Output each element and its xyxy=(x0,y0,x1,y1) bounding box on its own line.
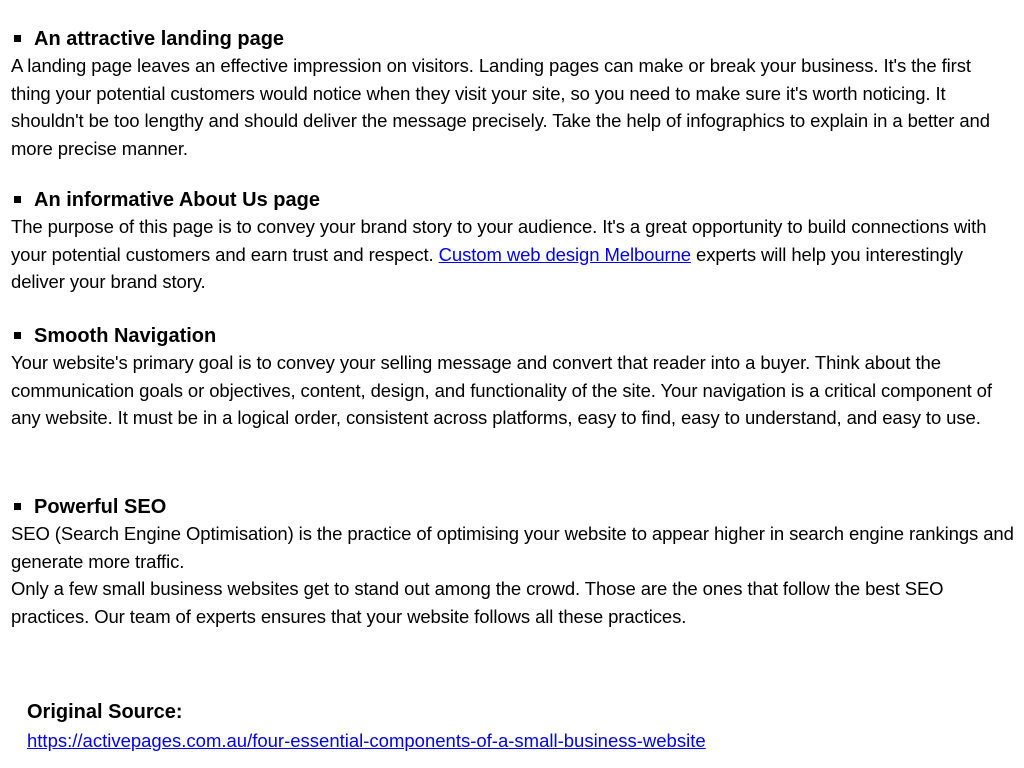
section-heading xyxy=(11,187,1015,213)
section-heading xyxy=(11,323,1015,349)
section-heading xyxy=(11,26,1015,52)
original-source xyxy=(27,698,1007,756)
square-bullet-icon xyxy=(14,503,21,510)
square-bullet-icon xyxy=(14,332,21,339)
heading-text: Powerful SEO xyxy=(34,496,167,518)
section-heading xyxy=(11,494,1015,520)
heading-text: Smooth Navigation xyxy=(34,325,217,347)
heading-text: An attractive landing page xyxy=(34,28,285,50)
custom-web-design-link[interactable]: Custom web design Melbourne xyxy=(438,243,691,265)
paragraph-text: experts will help you interestingly deliver your brand story. xyxy=(11,243,963,292)
paragraph-text: The purpose of this page is to convey your brand story to your audience. It's a great opportunity to build connections with your potential customers and earn trust and respect. xyxy=(11,216,987,265)
source-label: Original Source: xyxy=(27,701,183,723)
heading-text: An informative About Us page xyxy=(34,189,320,211)
section-paragraph: SEO (Search Engine Optimisation) is the practice of optimising your website to appear higher in search engine rankings and generate more traffic. xyxy=(11,523,1014,572)
section-paragraph xyxy=(11,213,1015,296)
section-seo xyxy=(11,494,1015,630)
square-bullet-icon xyxy=(14,35,21,42)
square-bullet-icon xyxy=(14,196,21,203)
source-url-link[interactable]: https://activepages.com.au/four-essential-components-of-a-small-business-website xyxy=(27,730,706,751)
section-paragraph: Only a few small business websites get to stand out among the crowd. Those are the ones that follow the best SEO practices. Our team of experts ensures that your website follows all these practices. xyxy=(11,578,944,627)
section-landing-page xyxy=(11,26,1015,162)
section-paragraph: A landing page leaves an effective impression on visitors. Landing pages can make or break your business. It's the first thing your potential customers would notice when they visit your site, so you need to make sure it's worth noticing. It shouldn't be too lengthy and should deliver the message precisely. Take the help of infographics to explain in a better and more precise manner. xyxy=(11,55,990,159)
section-paragraph: Your website's primary goal is to convey your selling message and convert that reader into a buyer. Think about the communication goals or objectives, content, design, and functionality of the site. Your navigation is a critical component of any website. It must be in a logical order, consistent across platforms, easy to find, easy to understand, and easy to use. xyxy=(11,352,992,428)
section-navigation xyxy=(11,323,1015,432)
section-about-us xyxy=(11,187,1015,296)
